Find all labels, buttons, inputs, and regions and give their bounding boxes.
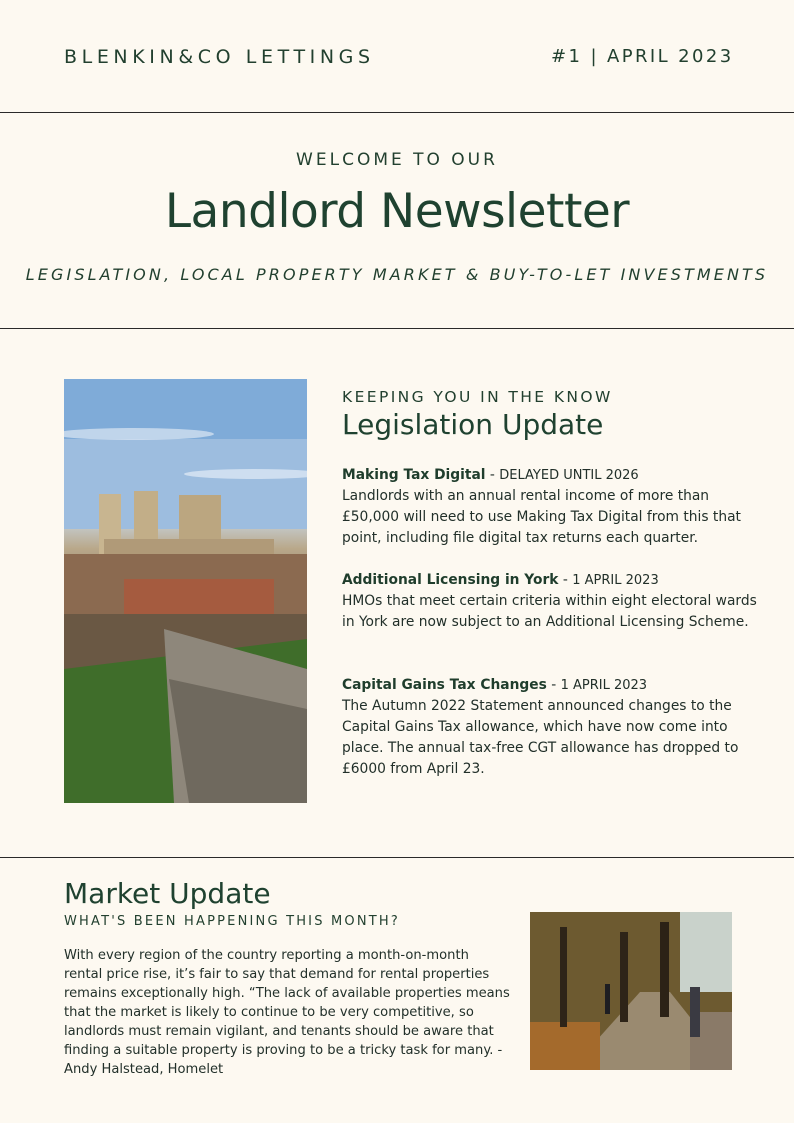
- market-kicker: WHAT'S BEEN HAPPENING THIS MONTH?: [64, 914, 400, 929]
- market-title: Market Update: [64, 877, 271, 910]
- item-heading: Additional Licensing in York: [342, 572, 559, 588]
- legislation-item: Additional Licensing in York - 1 APRIL 2023 HMOs that meet certain criteria within eight electoral wards in York are now subject to an Additional Licensing Scheme.: [342, 572, 757, 630]
- legislation-title: Legislation Update: [342, 408, 604, 441]
- issue-date: #1 | APRIL 2023: [551, 46, 734, 67]
- header-divider: [0, 112, 794, 113]
- page-subtitle: LEGISLATION, LOCAL PROPERTY MARKET & BUY-TO-LET INVESTMENTS: [25, 265, 769, 284]
- york-minster-photo: [64, 379, 307, 803]
- item-body: HMOs that meet certain criteria within eight electoral wards in York are now subject to an Additional Licensing Scheme.: [342, 593, 757, 630]
- market-body: With every region of the country reporting a month-on-month rental price rise, it’s fair to say that demand for rental properties remains exceptionally high. “The lack of available properties means that the market is likely to continue to be very competitive, so landlords must remain vigilant, and tenants should be aware that finding a suitable property is proving to be a tricky task for many. - Andy Halstead, Homelet: [64, 948, 510, 1077]
- item-body: Landlords with an annual rental income of more than £50,000 will need to use Making Tax Digital from this that point, including file digital tax returns each quarter.: [342, 488, 741, 546]
- legislation-item: Capital Gains Tax Changes - 1 APRIL 2023 The Autumn 2022 Statement announced changes to the Capital Gains Tax allowance, which have now come into place. The annual tax-free CGT allowance has dropped to £6000 from April 23.: [342, 677, 739, 777]
- hero-divider: [0, 328, 794, 329]
- section-divider: [0, 857, 794, 858]
- welcome-kicker: WELCOME TO OUR: [296, 150, 498, 170]
- item-body: The Autumn 2022 Statement announced changes to the Capital Gains Tax allowance, which have now come into place. The annual tax-free CGT allowance has dropped to £6000 from April 23.: [342, 698, 739, 777]
- item-date: DELAYED UNTIL 2026: [499, 468, 639, 483]
- item-heading: Capital Gains Tax Changes: [342, 677, 547, 693]
- autumn-park-photo: [530, 912, 732, 1070]
- item-heading: Making Tax Digital: [342, 467, 486, 483]
- page-title: Landlord Newsletter: [164, 184, 630, 239]
- legislation-item: Making Tax Digital - DELAYED UNTIL 2026 Landlords with an annual rental income of more than £50,000 will need to use Making Tax Digital from this that point, including file digital tax returns each quarter.: [342, 467, 741, 546]
- item-date: 1 APRIL 2023: [560, 678, 648, 693]
- item-date: 1 APRIL 2023: [572, 573, 659, 588]
- legislation-kicker: KEEPING YOU IN THE KNOW: [342, 388, 613, 406]
- brand-name: BLENKIN&CO LETTINGS: [64, 46, 375, 68]
